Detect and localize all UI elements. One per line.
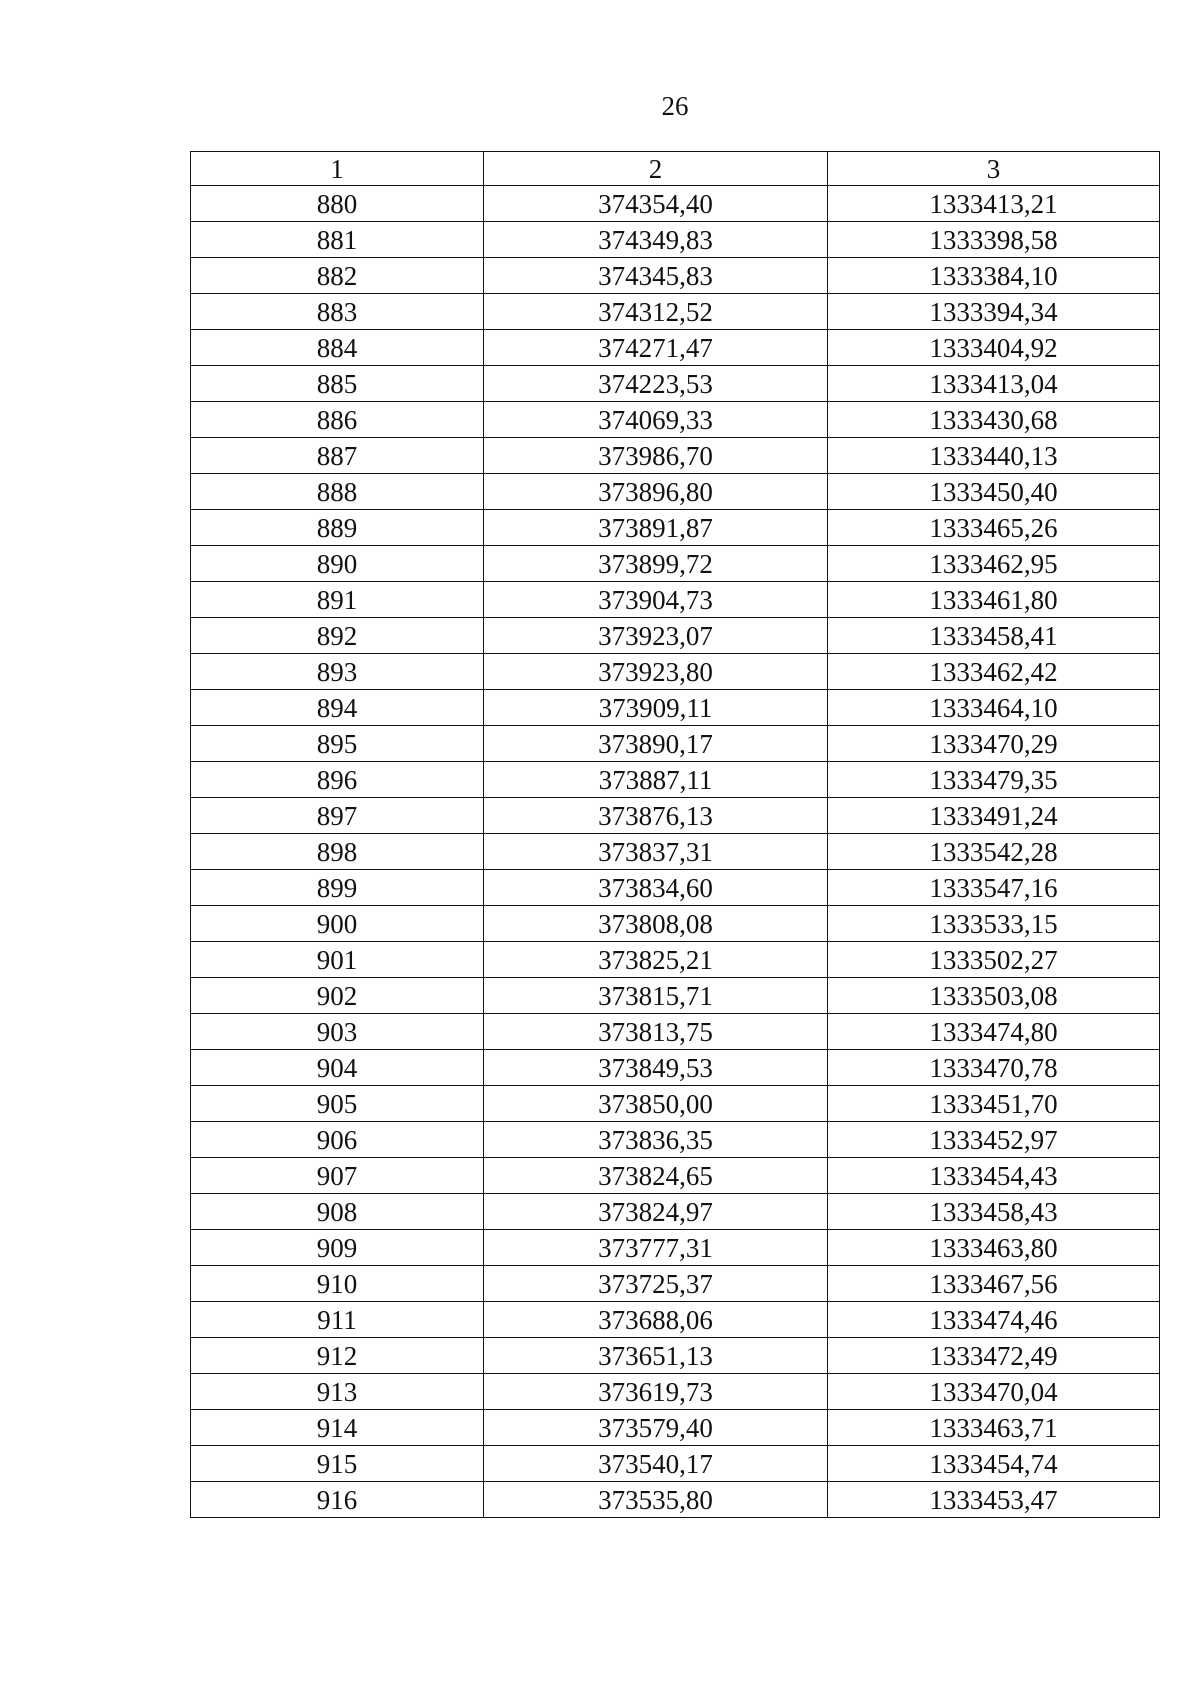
y-coordinate-cell: 1333462,42	[828, 654, 1160, 690]
table-row	[191, 1194, 1160, 1230]
point-number-cell: 915	[191, 1446, 484, 1482]
point-number-cell: 916	[191, 1482, 484, 1518]
point-number-cell: 899	[191, 870, 484, 906]
table-row	[191, 618, 1160, 654]
coordinates-table	[190, 151, 1160, 1518]
y-coordinate-cell: 1333465,26	[828, 510, 1160, 546]
point-number-cell: 893	[191, 654, 484, 690]
table-row	[191, 1374, 1160, 1410]
y-coordinate-cell: 1333464,10	[828, 690, 1160, 726]
table-row	[191, 366, 1160, 402]
x-coordinate-cell: 373986,70	[484, 438, 828, 474]
table-row	[191, 1410, 1160, 1446]
point-number-cell: 906	[191, 1122, 484, 1158]
x-coordinate-cell: 373849,53	[484, 1050, 828, 1086]
x-coordinate-cell: 373688,06	[484, 1302, 828, 1338]
y-coordinate-cell: 1333398,58	[828, 222, 1160, 258]
y-coordinate-cell: 1333458,41	[828, 618, 1160, 654]
point-number-cell: 882	[191, 258, 484, 294]
table-row	[191, 474, 1160, 510]
table-row	[191, 510, 1160, 546]
x-coordinate-cell: 373813,75	[484, 1014, 828, 1050]
point-number-cell: 880	[191, 186, 484, 222]
x-coordinate-cell: 374069,33	[484, 402, 828, 438]
table-row	[191, 294, 1160, 330]
point-number-cell: 884	[191, 330, 484, 366]
y-coordinate-cell: 1333404,92	[828, 330, 1160, 366]
point-number-cell: 908	[191, 1194, 484, 1230]
x-coordinate-cell: 373808,08	[484, 906, 828, 942]
y-coordinate-cell: 1333474,80	[828, 1014, 1160, 1050]
table-row	[191, 438, 1160, 474]
point-number-cell: 890	[191, 546, 484, 582]
point-number-cell: 892	[191, 618, 484, 654]
x-coordinate-cell: 373579,40	[484, 1410, 828, 1446]
table-header-row	[191, 152, 1160, 186]
point-number-cell: 904	[191, 1050, 484, 1086]
y-coordinate-cell: 1333474,46	[828, 1302, 1160, 1338]
y-coordinate-cell: 1333452,97	[828, 1122, 1160, 1158]
y-coordinate-cell: 1333461,80	[828, 582, 1160, 618]
point-number-cell: 885	[191, 366, 484, 402]
y-coordinate-cell: 1333502,27	[828, 942, 1160, 978]
point-number-cell: 894	[191, 690, 484, 726]
table-row	[191, 834, 1160, 870]
x-coordinate-cell: 373904,73	[484, 582, 828, 618]
table-row	[191, 798, 1160, 834]
table-row	[191, 726, 1160, 762]
x-coordinate-cell: 373876,13	[484, 798, 828, 834]
x-coordinate-cell: 373725,37	[484, 1266, 828, 1302]
y-coordinate-cell: 1333533,15	[828, 906, 1160, 942]
point-number-cell: 887	[191, 438, 484, 474]
y-coordinate-cell: 1333462,95	[828, 546, 1160, 582]
point-number-cell: 896	[191, 762, 484, 798]
page-number: 26	[661, 91, 689, 121]
table-row	[191, 654, 1160, 690]
y-coordinate-cell: 1333491,24	[828, 798, 1160, 834]
x-coordinate-cell: 374223,53	[484, 366, 828, 402]
y-coordinate-cell: 1333384,10	[828, 258, 1160, 294]
y-coordinate-cell: 1333467,56	[828, 1266, 1160, 1302]
x-coordinate-cell: 373923,80	[484, 654, 828, 690]
point-number-cell: 909	[191, 1230, 484, 1266]
point-number-cell: 905	[191, 1086, 484, 1122]
table-row	[191, 222, 1160, 258]
x-coordinate-cell: 373815,71	[484, 978, 828, 1014]
table-row	[191, 330, 1160, 366]
x-coordinate-cell: 374349,83	[484, 222, 828, 258]
x-coordinate-cell: 373825,21	[484, 942, 828, 978]
y-coordinate-cell: 1333458,43	[828, 1194, 1160, 1230]
table-row	[191, 1158, 1160, 1194]
point-number-cell: 902	[191, 978, 484, 1014]
x-coordinate-cell: 373923,07	[484, 618, 828, 654]
y-coordinate-cell: 1333394,34	[828, 294, 1160, 330]
column-header-2: 2	[484, 152, 828, 186]
x-coordinate-cell: 373834,60	[484, 870, 828, 906]
y-coordinate-cell: 1333503,08	[828, 978, 1160, 1014]
table-row	[191, 1338, 1160, 1374]
table-row	[191, 1302, 1160, 1338]
x-coordinate-cell: 373651,13	[484, 1338, 828, 1374]
point-number-cell: 913	[191, 1374, 484, 1410]
table-row	[191, 1122, 1160, 1158]
y-coordinate-cell: 1333454,43	[828, 1158, 1160, 1194]
y-coordinate-cell: 1333453,47	[828, 1482, 1160, 1518]
x-coordinate-cell: 373824,65	[484, 1158, 828, 1194]
point-number-cell: 901	[191, 942, 484, 978]
x-coordinate-cell: 373850,00	[484, 1086, 828, 1122]
column-header-1: 1	[191, 152, 484, 186]
y-coordinate-cell: 1333440,13	[828, 438, 1160, 474]
point-number-cell: 907	[191, 1158, 484, 1194]
point-number-cell: 889	[191, 510, 484, 546]
x-coordinate-cell: 373837,31	[484, 834, 828, 870]
table-row	[191, 258, 1160, 294]
point-number-cell: 895	[191, 726, 484, 762]
point-number-cell: 886	[191, 402, 484, 438]
y-coordinate-cell: 1333413,04	[828, 366, 1160, 402]
y-coordinate-cell: 1333542,28	[828, 834, 1160, 870]
y-coordinate-cell: 1333413,21	[828, 186, 1160, 222]
x-coordinate-cell: 374354,40	[484, 186, 828, 222]
y-coordinate-cell: 1333479,35	[828, 762, 1160, 798]
y-coordinate-cell: 1333470,04	[828, 1374, 1160, 1410]
table-row	[191, 762, 1160, 798]
x-coordinate-cell: 374271,47	[484, 330, 828, 366]
x-coordinate-cell: 373824,97	[484, 1194, 828, 1230]
table-row	[191, 906, 1160, 942]
x-coordinate-cell: 373535,80	[484, 1482, 828, 1518]
y-coordinate-cell: 1333451,70	[828, 1086, 1160, 1122]
point-number-cell: 900	[191, 906, 484, 942]
y-coordinate-cell: 1333470,78	[828, 1050, 1160, 1086]
table-row	[191, 402, 1160, 438]
table-row	[191, 942, 1160, 978]
x-coordinate-cell: 374345,83	[484, 258, 828, 294]
point-number-cell: 911	[191, 1302, 484, 1338]
table-row	[191, 1014, 1160, 1050]
x-coordinate-cell: 373777,31	[484, 1230, 828, 1266]
table-row	[191, 186, 1160, 222]
table-row	[191, 1230, 1160, 1266]
point-number-cell: 881	[191, 222, 484, 258]
point-number-cell: 910	[191, 1266, 484, 1302]
table-row	[191, 1086, 1160, 1122]
x-coordinate-cell: 373909,11	[484, 690, 828, 726]
y-coordinate-cell: 1333450,40	[828, 474, 1160, 510]
table-row	[191, 1266, 1160, 1302]
x-coordinate-cell: 373540,17	[484, 1446, 828, 1482]
y-coordinate-cell: 1333472,49	[828, 1338, 1160, 1374]
y-coordinate-cell: 1333463,80	[828, 1230, 1160, 1266]
x-coordinate-cell: 373899,72	[484, 546, 828, 582]
y-coordinate-cell: 1333454,74	[828, 1446, 1160, 1482]
point-number-cell: 897	[191, 798, 484, 834]
x-coordinate-cell: 373619,73	[484, 1374, 828, 1410]
table-row	[191, 870, 1160, 906]
table-body	[191, 186, 1160, 1518]
table-row	[191, 978, 1160, 1014]
y-coordinate-cell: 1333470,29	[828, 726, 1160, 762]
x-coordinate-cell: 373891,87	[484, 510, 828, 546]
table-row	[191, 690, 1160, 726]
x-coordinate-cell: 373836,35	[484, 1122, 828, 1158]
table-row	[191, 1446, 1160, 1482]
x-coordinate-cell: 373890,17	[484, 726, 828, 762]
point-number-cell: 898	[191, 834, 484, 870]
table-row	[191, 1482, 1160, 1518]
point-number-cell: 891	[191, 582, 484, 618]
table-row	[191, 1050, 1160, 1086]
table-row	[191, 582, 1160, 618]
column-header-3: 3	[828, 152, 1160, 186]
point-number-cell: 883	[191, 294, 484, 330]
y-coordinate-cell: 1333463,71	[828, 1410, 1160, 1446]
x-coordinate-cell: 374312,52	[484, 294, 828, 330]
point-number-cell: 888	[191, 474, 484, 510]
x-coordinate-cell: 373896,80	[484, 474, 828, 510]
y-coordinate-cell: 1333430,68	[828, 402, 1160, 438]
y-coordinate-cell: 1333547,16	[828, 870, 1160, 906]
table-row	[191, 546, 1160, 582]
x-coordinate-cell: 373887,11	[484, 762, 828, 798]
point-number-cell: 912	[191, 1338, 484, 1374]
point-number-cell: 914	[191, 1410, 484, 1446]
point-number-cell: 903	[191, 1014, 484, 1050]
